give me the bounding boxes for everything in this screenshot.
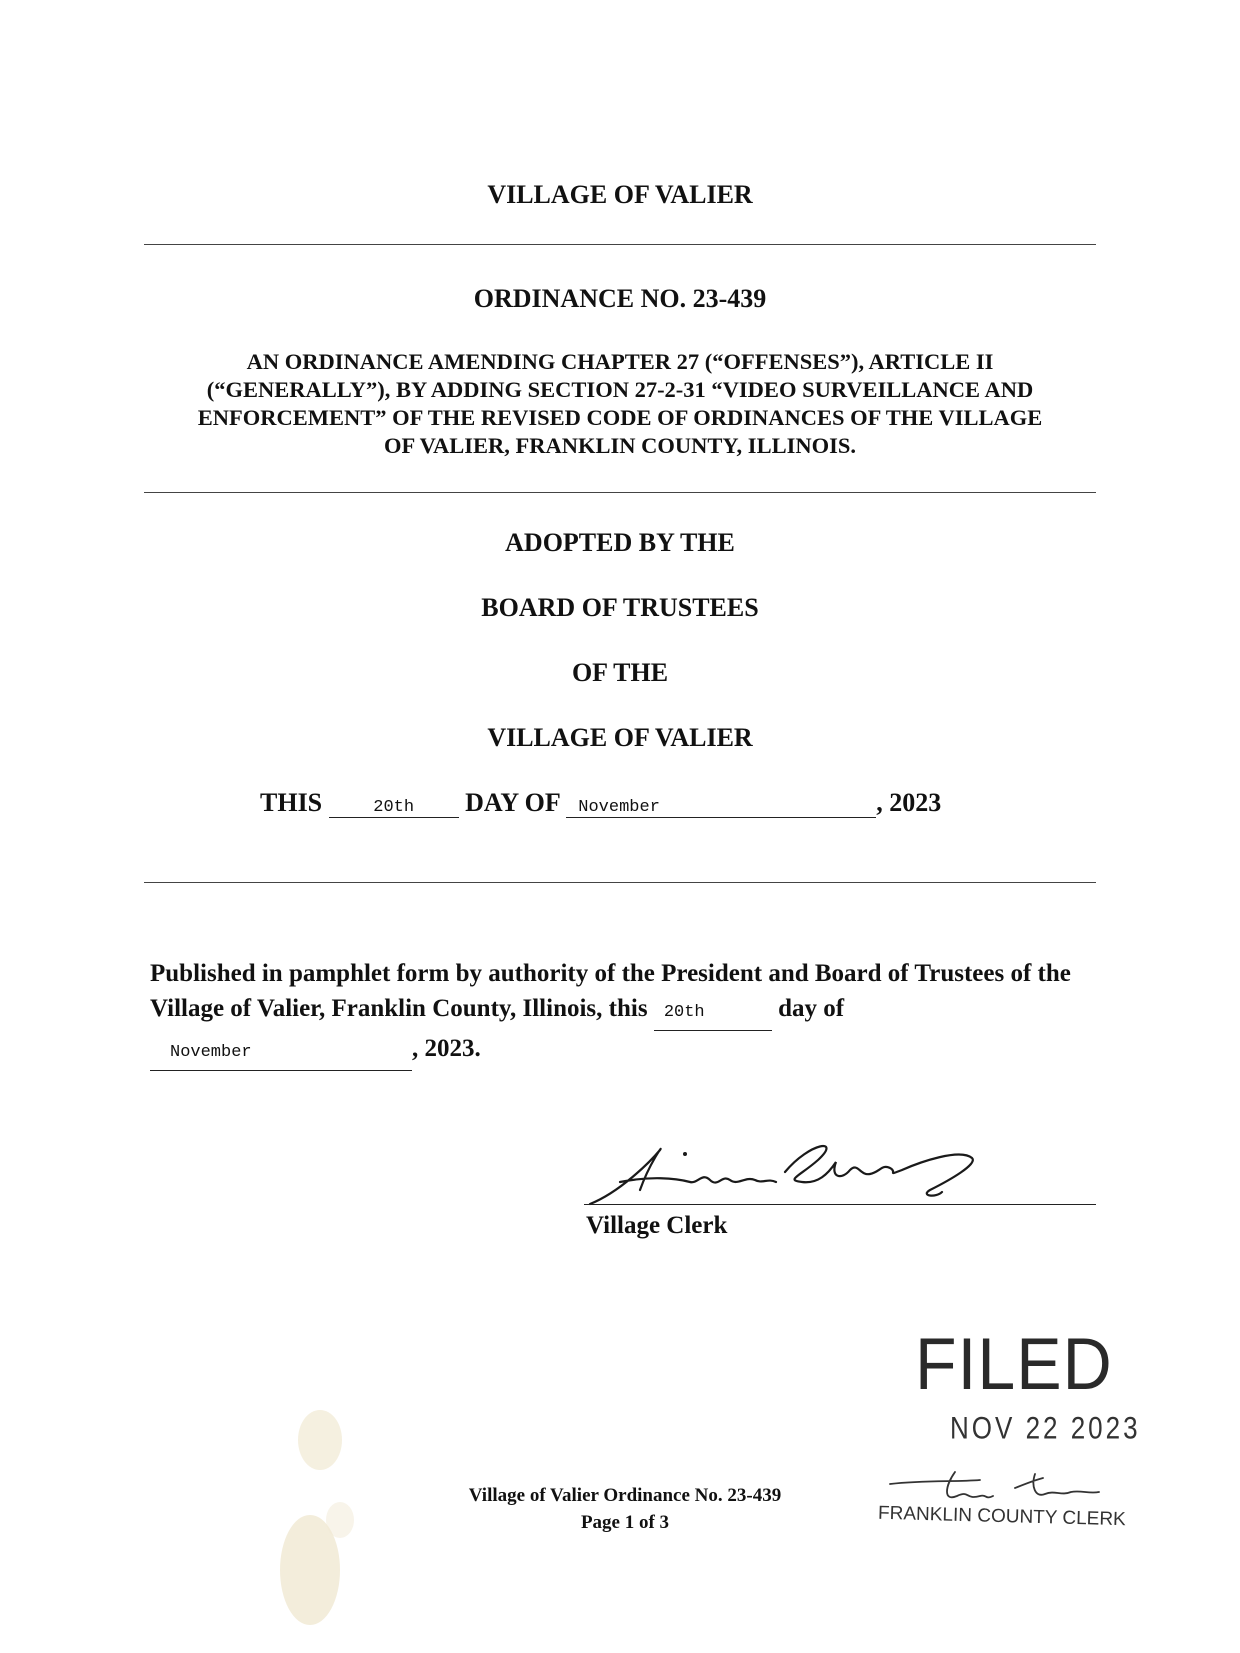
signature-line: [584, 1204, 1096, 1205]
footer-ordinance: Village of Valier Ordinance No. 23-439: [468, 1485, 782, 1506]
footer-page-number: Page 1 of 3: [580, 1512, 670, 1533]
divider-middle: [144, 492, 1096, 493]
publication-day-label: day: [778, 995, 817, 1022]
paper-stain: [270, 1400, 390, 1650]
description-line: AN ORDINANCE AMENDING CHAPTER 27 (“OFFENSES”), ARTICLE II: [246, 349, 994, 374]
county-clerk-label: FRANKLIN COUNTY CLERK: [877, 1502, 1127, 1531]
village-name-line: VILLAGE OF VALIER: [487, 723, 753, 752]
ordinance-description: [150, 348, 1090, 460]
document-title: VILLAGE OF VALIER: [487, 180, 753, 209]
adoption-day-field: 20th: [329, 798, 459, 818]
page-footer: [420, 1482, 830, 1536]
description-line: ENFORCEMENT” OF THE REVISED CODE OF ORDINANCES OF THE VILLAGE: [197, 405, 1043, 430]
of-the-line: OF THE: [571, 658, 669, 687]
clerk-signature-image: [580, 1132, 1040, 1212]
this-label: THIS: [260, 788, 323, 817]
description-line: OF VALIER, FRANKLIN COUNTY, ILLINOIS.: [384, 433, 856, 458]
filed-stamp-date: NOV 22 2023: [950, 1409, 1141, 1446]
publication-of-label: of: [823, 995, 845, 1022]
publication-day-field: 20th: [654, 995, 772, 1031]
village-clerk-label: Village Clerk: [586, 1212, 728, 1239]
divider-bottom: [144, 882, 1096, 883]
board-of-trustees-line: BOARD OF TRUSTEES: [481, 593, 759, 622]
publication-month-field: November: [150, 1035, 412, 1071]
adoption-month-field: November: [566, 798, 876, 818]
ordinance-number: ORDINANCE NO. 23-439: [473, 284, 767, 313]
adoption-year: , 2023: [876, 788, 942, 817]
publication-year: , 2023.: [412, 1035, 481, 1062]
filed-stamp-label: FILED: [915, 1322, 1113, 1406]
description-line: (“GENERALLY”), BY ADDING SECTION 27-2-31 “VIDEO SURVEILLANCE AND: [206, 377, 1034, 402]
divider-top: [144, 244, 1096, 245]
publication-text: Published in pamphlet form by authority of the President and Board of Trustees of the Village of Valier, Franklin County, Illinois, this: [150, 960, 1071, 1022]
adoption-date-row: [260, 788, 941, 818]
day-of-label: DAY OF: [465, 788, 560, 817]
adopted-by-line: ADOPTED BY THE: [505, 528, 735, 557]
publication-paragraph: [150, 956, 1080, 1071]
